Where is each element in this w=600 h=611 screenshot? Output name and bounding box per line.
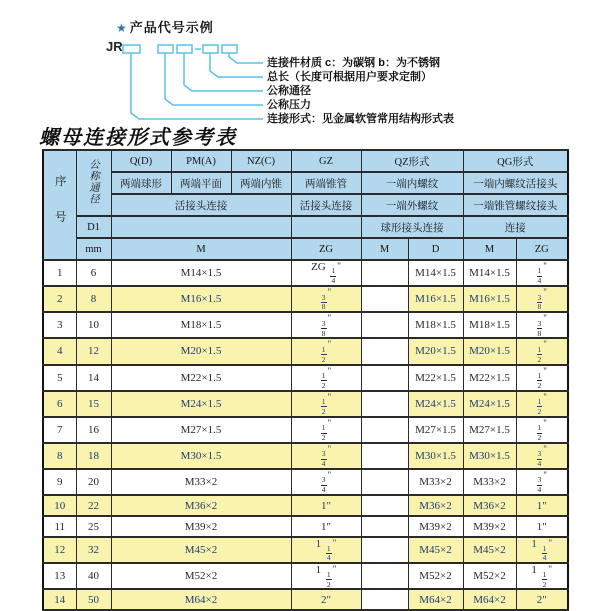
header-q: Q(D) [111, 150, 171, 172]
cell-gz: $\frac{1}{2}$ " [291, 365, 361, 391]
header-qz-connection: 球形接头连接 [361, 216, 463, 238]
cell-qg-zg: 1" [516, 495, 568, 516]
cell-qg-zg: $\frac{1}{2}$ " [516, 417, 568, 443]
cell-no: 3 [43, 312, 76, 338]
cell-qg-m: M33×2 [463, 469, 516, 495]
code-box [158, 45, 173, 53]
cell-dn: 50 [76, 589, 111, 610]
cell-m: M33×2 [111, 469, 291, 495]
cell-qz-d: M52×2 [408, 563, 463, 589]
code-prefix: JR [106, 39, 123, 54]
cell-qz-m [361, 469, 408, 495]
cell-qg-m: M24×1.5 [463, 391, 516, 417]
header-gz-sub: 两端锥管 [291, 172, 361, 194]
leader-line [165, 53, 263, 105]
cell-qz-m [361, 286, 408, 312]
cell-qz-m [361, 495, 408, 516]
cell-qz-m [361, 563, 408, 589]
header-q-sub: 两端球形 [111, 172, 171, 194]
cell-no: 7 [43, 417, 76, 443]
nut-connection-reference-table [42, 149, 569, 611]
header-seq [43, 150, 76, 260]
header-nominal-diameter-label: 公称通径 [88, 158, 99, 205]
table-row [43, 495, 568, 516]
cell-qg-zg: $\frac{1}{4}$ " [516, 260, 568, 286]
code-label-total-length: 总长（长度可根据用户要求定制） [267, 71, 432, 83]
header-qz: QZ形式 [361, 150, 463, 172]
cell-qg-m: M22×1.5 [463, 365, 516, 391]
table-title: 螺母连接形式参考表 [39, 127, 237, 149]
cell-qz-d: M36×2 [408, 495, 463, 516]
cell-m: M64×2 [111, 589, 291, 610]
header-empty [291, 216, 361, 238]
cell-qg-m: M16×1.5 [463, 286, 516, 312]
cell-no: 2 [43, 286, 76, 312]
cell-qg-m: M52×2 [463, 563, 516, 589]
cell-qg-m: M39×2 [463, 516, 516, 537]
cell-qz-d: M16×1.5 [408, 286, 463, 312]
cell-dn: 32 [76, 537, 111, 563]
cell-gz: $\frac{3}{4}$ " [291, 443, 361, 469]
header-nz: NZ(C) [231, 150, 291, 172]
cell-m: M20×1.5 [111, 338, 291, 364]
header-qg-connection: 连接 [463, 216, 568, 238]
table-row [43, 417, 568, 443]
cell-qz-d: M39×2 [408, 516, 463, 537]
cell-qz-m [361, 589, 408, 610]
leader-line [184, 53, 263, 91]
table-row [43, 365, 568, 391]
cell-qg-zg: $\frac{3}{4}$ " [516, 469, 568, 495]
star-icon: ★ [116, 21, 128, 35]
header-pm-sub: 两端平面 [171, 172, 231, 194]
cell-qz-m [361, 443, 408, 469]
cell-gz: ZG $\frac{1}{4}$ " [291, 260, 361, 286]
table-row [43, 338, 568, 364]
cell-m: M39×2 [111, 516, 291, 537]
cell-qg-m: M20×1.5 [463, 338, 516, 364]
cell-gz: 1 $\frac{1}{2}$ " [291, 563, 361, 589]
table-row [43, 516, 568, 537]
header-gz-connection: 活接头连接 [291, 194, 361, 216]
cell-dn: 6 [76, 260, 111, 286]
cell-gz: $\frac{3}{8}$ " [291, 312, 361, 338]
code-label-connection-type: 连接形式：见金属软管常用结构形式表 [267, 113, 454, 125]
cell-no: 14 [43, 589, 76, 610]
leader-line [210, 53, 263, 77]
cell-qg-m: M14×1.5 [463, 260, 516, 286]
cell-gz: $\frac{1}{2}$ " [291, 338, 361, 364]
cell-no: 11 [43, 516, 76, 537]
header-empty [111, 216, 291, 238]
cell-qg-zg: $\frac{3}{8}$ " [516, 312, 568, 338]
cell-qg-zg: 1 $\frac{1}{4}$ " [516, 537, 568, 563]
cell-dn: 25 [76, 516, 111, 537]
cell-m: M24×1.5 [111, 391, 291, 417]
code-box [203, 45, 218, 53]
cell-m: M27×1.5 [111, 417, 291, 443]
cell-qz-d: M20×1.5 [408, 338, 463, 364]
cell-qz-d: M27×1.5 [408, 417, 463, 443]
cell-m: M18×1.5 [111, 312, 291, 338]
code-box [177, 45, 192, 53]
cell-qg-zg: 1" [516, 516, 568, 537]
cell-no: 12 [43, 537, 76, 563]
cell-qz-m [361, 338, 408, 364]
cell-qg-m: M30×1.5 [463, 443, 516, 469]
cell-m: M30×1.5 [111, 443, 291, 469]
cell-qg-zg: $\frac{3}{4}$ " [516, 443, 568, 469]
cell-gz: 1" [291, 495, 361, 516]
leader-line [229, 53, 263, 63]
header-qz-m: M [361, 238, 408, 260]
cell-qg-m: M18×1.5 [463, 312, 516, 338]
cell-m: M14×1.5 [111, 260, 291, 286]
cell-qz-m [361, 391, 408, 417]
cell-qg-m: M36×2 [463, 495, 516, 516]
header-qg-zg: ZG [516, 238, 568, 260]
header-qg: QG形式 [463, 150, 568, 172]
header-m-merged: M [111, 238, 291, 260]
table-row [43, 537, 568, 563]
cell-qz-m [361, 365, 408, 391]
header-qg-sub2: 一端锥管螺纹接头 [463, 194, 568, 216]
cell-m: M36×2 [111, 495, 291, 516]
header-qg-m: M [463, 238, 516, 260]
cell-dn: 22 [76, 495, 111, 516]
cell-gz: $\frac{1}{2}$ " [291, 417, 361, 443]
header-seq-label: 序号 [53, 175, 66, 246]
table-row [43, 589, 568, 610]
cell-m: M22×1.5 [111, 365, 291, 391]
header-nz-sub: 两端内锥 [231, 172, 291, 194]
cell-dn: 40 [76, 563, 111, 589]
cell-no: 9 [43, 469, 76, 495]
cell-gz: $\frac{3}{8}$ " [291, 286, 361, 312]
header-pm: PM(A) [171, 150, 231, 172]
cell-qg-zg: 2" [516, 589, 568, 610]
code-label-material: 连接件材质 c：为碳钢 b：为不锈钢 [267, 57, 440, 69]
cell-qz-m [361, 260, 408, 286]
cell-qz-d: M18×1.5 [408, 312, 463, 338]
cell-dn: 10 [76, 312, 111, 338]
table-row [43, 260, 568, 286]
cell-qg-zg: 1 $\frac{1}{2}$ " [516, 563, 568, 589]
cell-no: 8 [43, 443, 76, 469]
header-mm: mm [76, 238, 111, 260]
cell-qz-m [361, 312, 408, 338]
cell-qz-d: M22×1.5 [408, 365, 463, 391]
table-header [43, 150, 568, 260]
code-label-nominal-diameter: 公称通径 [267, 85, 311, 97]
cell-dn: 16 [76, 417, 111, 443]
cell-qg-m: M45×2 [463, 537, 516, 563]
header-gz: GZ [291, 150, 361, 172]
cell-no: 13 [43, 563, 76, 589]
cell-no: 6 [43, 391, 76, 417]
cell-no: 1 [43, 260, 76, 286]
cell-dn: 14 [76, 365, 111, 391]
header-qz-sub2: 一端外螺纹 [361, 194, 463, 216]
header-nominal-diameter [76, 150, 111, 216]
cell-m: M16×1.5 [111, 286, 291, 312]
cell-qg-m: M27×1.5 [463, 417, 516, 443]
cell-dn: 8 [76, 286, 111, 312]
header-qz-sub1: 一端内螺纹 [361, 172, 463, 194]
table-row [43, 443, 568, 469]
cell-no: 4 [43, 338, 76, 364]
cell-qg-zg: $\frac{1}{2}$ " [516, 365, 568, 391]
cell-dn: 20 [76, 469, 111, 495]
cell-gz: $\frac{1}{2}$ " [291, 391, 361, 417]
cell-qz-m [361, 537, 408, 563]
cell-qz-d: M24×1.5 [408, 391, 463, 417]
table-row [43, 563, 568, 589]
cell-qg-zg: $\frac{3}{8}$ " [516, 286, 568, 312]
code-box [123, 45, 140, 53]
header-qg-sub1: 一端内螺纹活接头 [463, 172, 568, 194]
cell-m: M45×2 [111, 537, 291, 563]
cell-qg-zg: $\frac{1}{2}$ " [516, 338, 568, 364]
cell-qz-m [361, 417, 408, 443]
cell-dn: 15 [76, 391, 111, 417]
cell-gz: 2" [291, 589, 361, 610]
cell-dn: 12 [76, 338, 111, 364]
cell-gz: 1 $\frac{1}{4}$ " [291, 537, 361, 563]
cell-qz-m [361, 516, 408, 537]
table-row [43, 469, 568, 495]
table-body [43, 260, 568, 610]
cell-m: M52×2 [111, 563, 291, 589]
header-union-connection: 活接头连接 [111, 194, 291, 216]
table-row [43, 312, 568, 338]
diagram-title-text: 产品代号示例 [129, 20, 214, 35]
cell-qg-m: M64×2 [463, 589, 516, 610]
header-d1: D1 [76, 216, 111, 238]
cell-qg-zg: $\frac{1}{2}$ " [516, 391, 568, 417]
cell-dn: 18 [76, 443, 111, 469]
table-row [43, 391, 568, 417]
cell-gz: 1" [291, 516, 361, 537]
header-zg: ZG [291, 238, 361, 260]
header-qz-d: D [408, 238, 463, 260]
cell-gz: $\frac{3}{4}$ " [291, 469, 361, 495]
cell-qz-d: M33×2 [408, 469, 463, 495]
cell-no: 10 [43, 495, 76, 516]
cell-qz-d: M30×1.5 [408, 443, 463, 469]
cell-qz-d: M45×2 [408, 537, 463, 563]
cell-qz-d: M64×2 [408, 589, 463, 610]
table-row [43, 286, 568, 312]
cell-no: 5 [43, 365, 76, 391]
cell-qz-d: M14×1.5 [408, 260, 463, 286]
code-label-nominal-pressure: 公称压力 [267, 99, 311, 111]
code-box [222, 45, 237, 53]
